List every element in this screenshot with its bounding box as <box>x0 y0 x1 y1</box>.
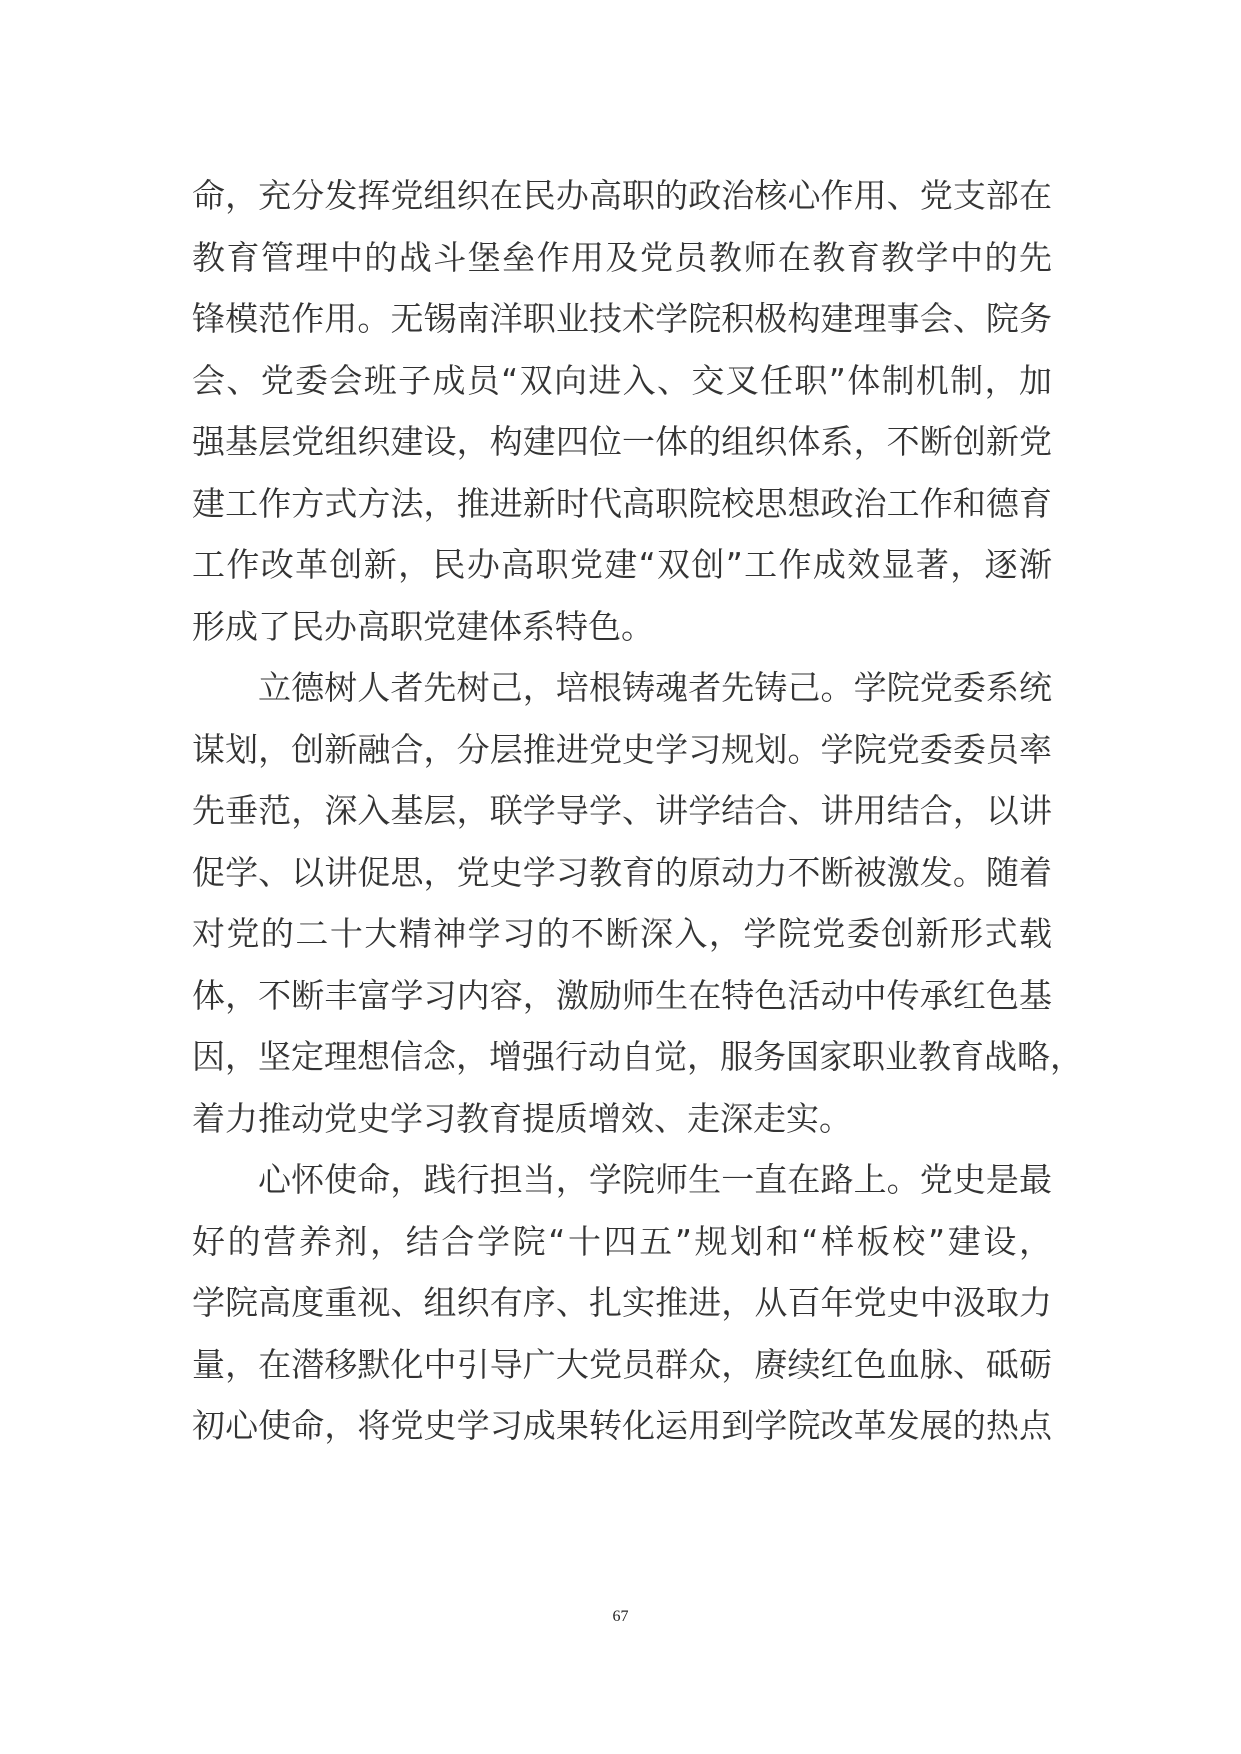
paragraph-first-line: 立德树人者先树己，培根铸魂者先铸己。学院党委系统 <box>258 668 1052 707</box>
paragraph-first-line: 心怀使命，践行担当，学院师生一直在路上。党史是最 <box>258 1160 1052 1199</box>
text-line: 对党的二十大精神学习的不断深入，学院党委创新形式载 <box>192 914 1052 953</box>
text-line: 形成了民办高职党建体系特色。 <box>192 606 654 646</box>
text-line: 强基层党组织建设，构建四位一体的组织体系，不断创新党 <box>192 422 1052 461</box>
text-line: 锋模范作用。无锡南洋职业技术学院积极构建理事会、院务 <box>192 299 1052 338</box>
text-line: 体，不断丰富学习内容，激励师生在特色活动中传承红色基 <box>192 975 1052 1015</box>
text-line: 教育管理中的战斗堡垒作用及党员教师在教育教学中的先 <box>192 237 1052 277</box>
text-line: 因，坚定理想信念，增强行动自觉，服务国家职业教育战略， <box>192 1037 1083 1076</box>
page-number: 67 <box>612 1608 629 1625</box>
text-line: 先垂范，深入基层，联学导学、讲学结合、讲用结合，以讲 <box>192 791 1052 830</box>
text-line: 促学、以讲促思，党史学习教育的原动力不断被激发。随着 <box>192 852 1052 892</box>
text-line: 好的营养剂，结合学院“十四五”规划和“样板校”建设， <box>192 1221 1052 1261</box>
text-line: 会、党委会班子成员“双向进入、交叉任职”体制机制，加 <box>192 360 1052 400</box>
text-line: 初心使命，将党史学习成果转化运用到学院改革发展的热点 <box>192 1406 1052 1445</box>
text-line: 工作改革创新，民办高职党建“双创”工作成效显著，逐渐 <box>192 545 1052 584</box>
text-line: 谋划，创新融合，分层推进党史学习规划。学院党委委员率 <box>192 729 1052 769</box>
text-line: 量，在潜移默化中引导广大党员群众，赓续红色血脉、砥砺 <box>192 1344 1052 1384</box>
text-line: 学院高度重视、组织有序、扎实推进，从百年党史中汲取力 <box>192 1283 1052 1322</box>
text-line: 建工作方式方法，推进新时代高职院校思想政治工作和德育 <box>192 483 1052 523</box>
text-line: 着力推动党史学习教育提质增效、走深走实。 <box>192 1098 852 1138</box>
body-text <box>192 165 1083 1457</box>
text-line: 命，充分发挥党组织在民办高职的政治核心作用、党支部在 <box>192 176 1052 215</box>
